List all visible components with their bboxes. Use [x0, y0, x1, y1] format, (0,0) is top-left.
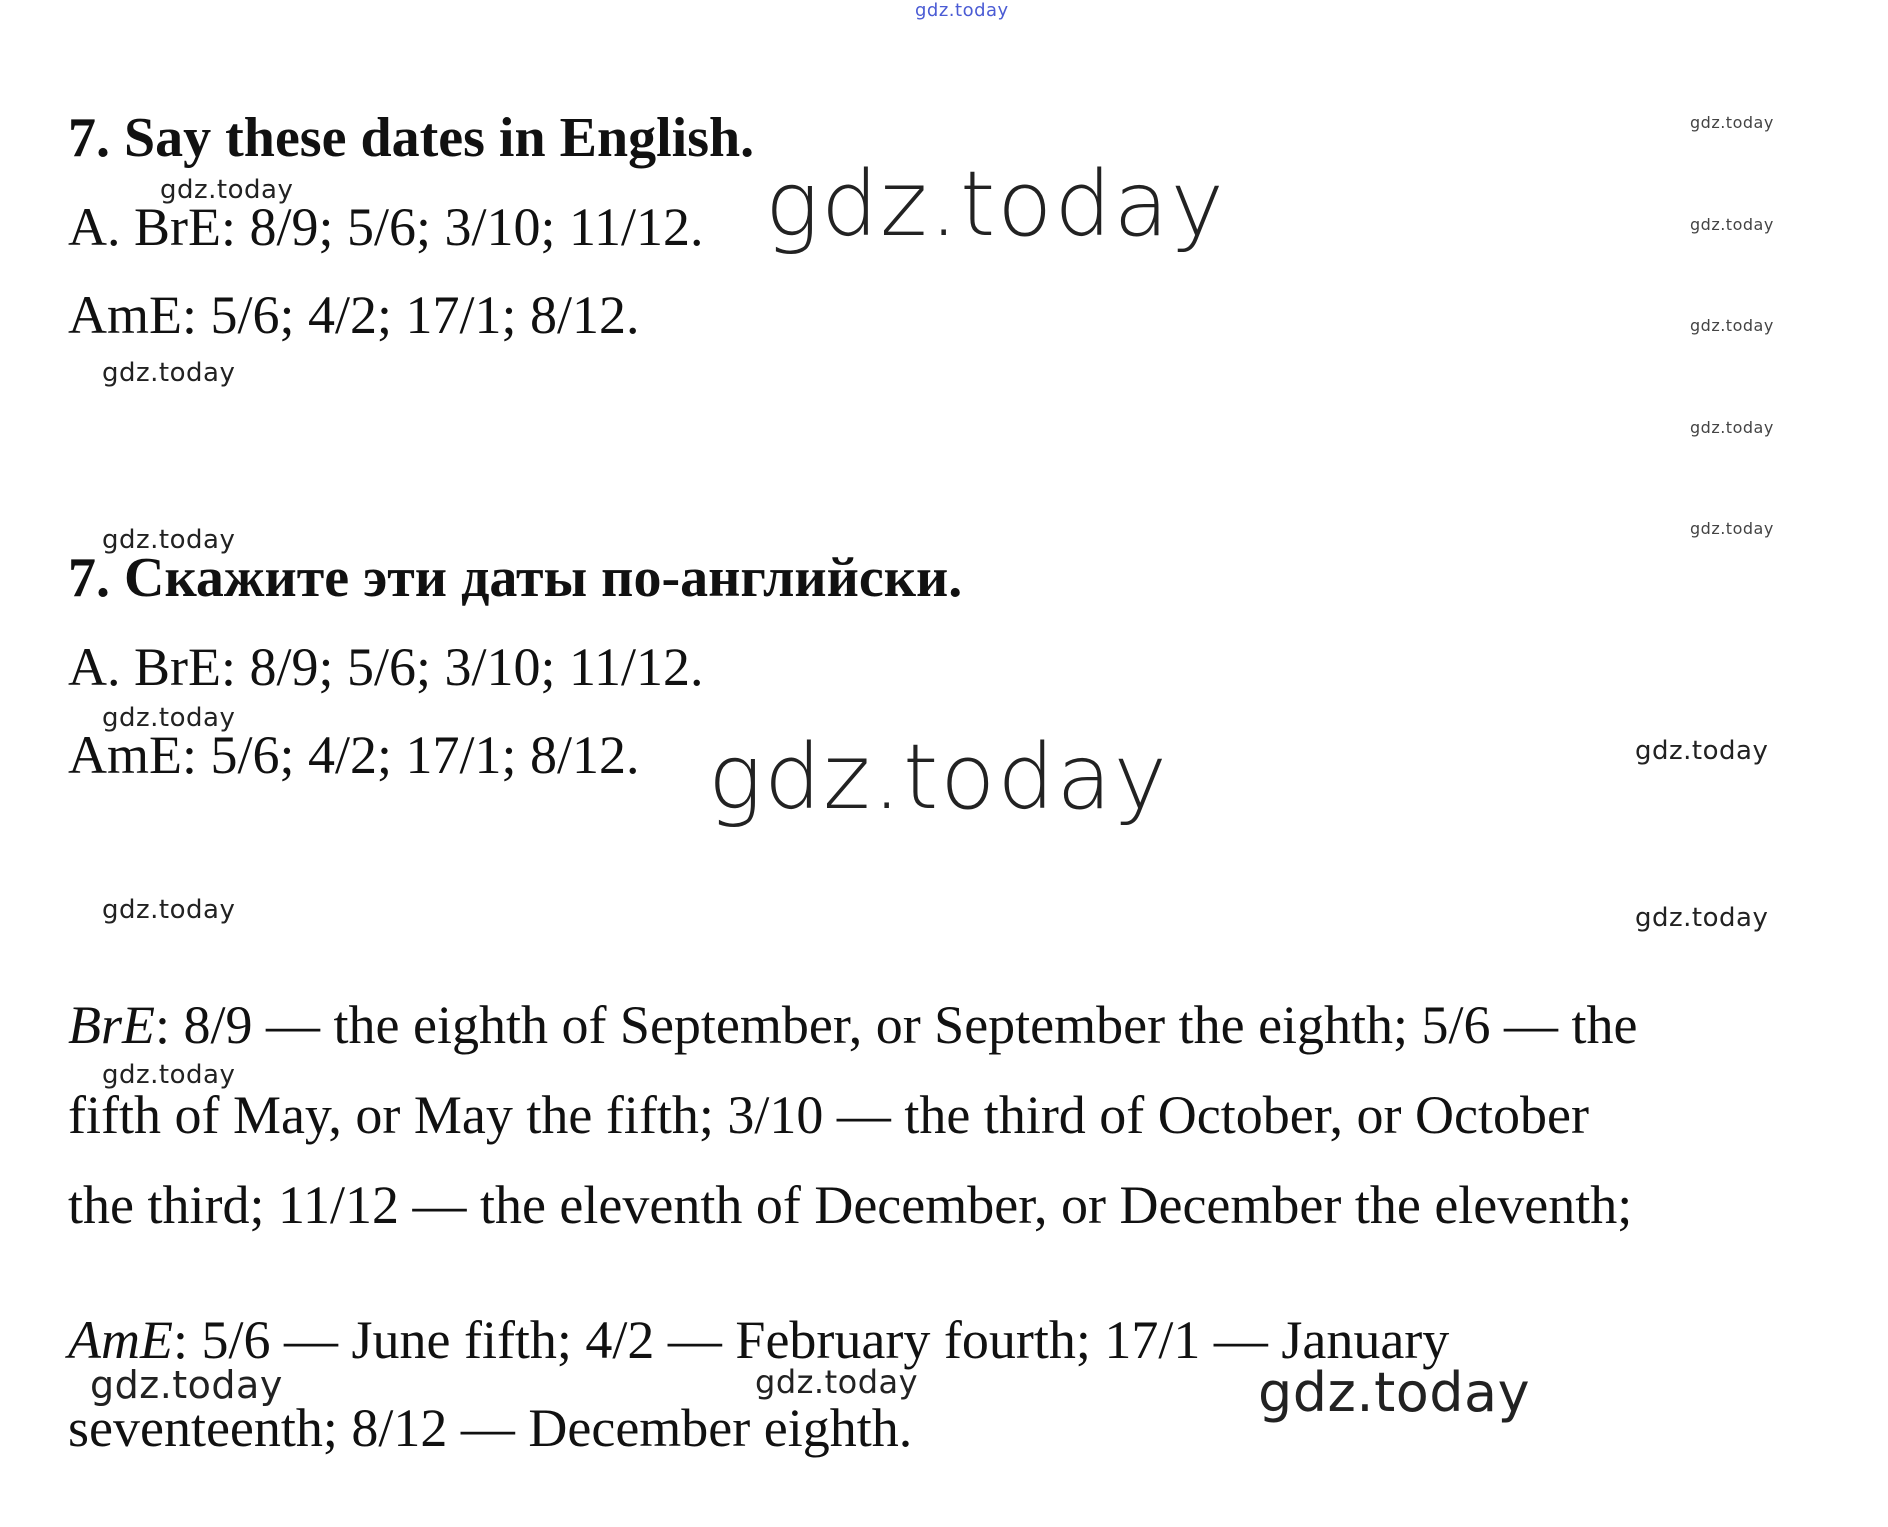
- watermark-right-3: gdz.today: [1690, 316, 1774, 335]
- answer-ame-label: AmE: [68, 1310, 173, 1370]
- english-line-b: AmE: 5/6; 4/2; 17/1; 8/12.: [68, 285, 640, 345]
- english-line-a: A. BrE: 8/9; 5/6; 3/10; 11/12.: [68, 197, 704, 257]
- watermark-large-1: gdz.today: [765, 152, 1226, 257]
- answer-bre-line-1: [68, 995, 1638, 1055]
- answer-bre-line-1-text: : 8/9 — the eighth of September, or September the eighth; 5/6 — the: [155, 995, 1638, 1055]
- watermark-right-1: gdz.today: [1690, 113, 1774, 132]
- watermark-right-5: gdz.today: [1690, 519, 1774, 538]
- answer-bre-line-2: fifth of May, or May the fifth; 3/10 — the third of October, or October: [68, 1085, 1589, 1145]
- russian-line-a: A. BrE: 8/9; 5/6; 3/10; 11/12.: [68, 637, 704, 697]
- watermark-left-1: gdz.today: [160, 175, 294, 205]
- watermark-top: gdz.today: [915, 0, 1009, 21]
- russian-line-b: AmE: 5/6; 4/2; 17/1; 8/12.: [68, 725, 640, 785]
- watermark-right-4: gdz.today: [1690, 418, 1774, 437]
- exercise-heading-english: 7. Say these dates in English.: [68, 107, 755, 169]
- watermark-left-3: gdz.today: [102, 525, 236, 555]
- watermark-left-6: gdz.today: [102, 1060, 236, 1090]
- answer-ame-line-1-text: : 5/6 — June fifth; 4/2 — February fourth; 17/1 — January: [172, 1310, 1450, 1370]
- watermark-left-4: gdz.today: [102, 703, 236, 733]
- watermark-medium-1: gdz.today: [90, 1363, 283, 1407]
- watermark-right-2: gdz.today: [1690, 215, 1774, 234]
- answer-bre-line-3: the third; 11/12 — the eleventh of December, or December the eleventh;: [68, 1175, 1633, 1235]
- watermark-left-2: gdz.today: [102, 358, 236, 388]
- watermark-left-5: gdz.today: [102, 895, 236, 925]
- watermark-right-small-1: gdz.today: [1635, 736, 1769, 766]
- watermark-right-small-2: gdz.today: [1635, 903, 1769, 933]
- watermark-large-2: gdz.today: [708, 725, 1169, 830]
- watermark-medium-3: gdz.today: [1258, 1361, 1531, 1424]
- answer-bre-label: BrE: [68, 995, 155, 1055]
- answer-ame-line-2: seventeenth; 8/12 — December eighth.: [68, 1398, 913, 1458]
- answer-ame-line-1: [68, 1310, 1450, 1370]
- exercise-heading-russian: 7. Скажите эти даты по-английски.: [68, 547, 963, 609]
- watermark-medium-2: gdz.today: [755, 1363, 919, 1401]
